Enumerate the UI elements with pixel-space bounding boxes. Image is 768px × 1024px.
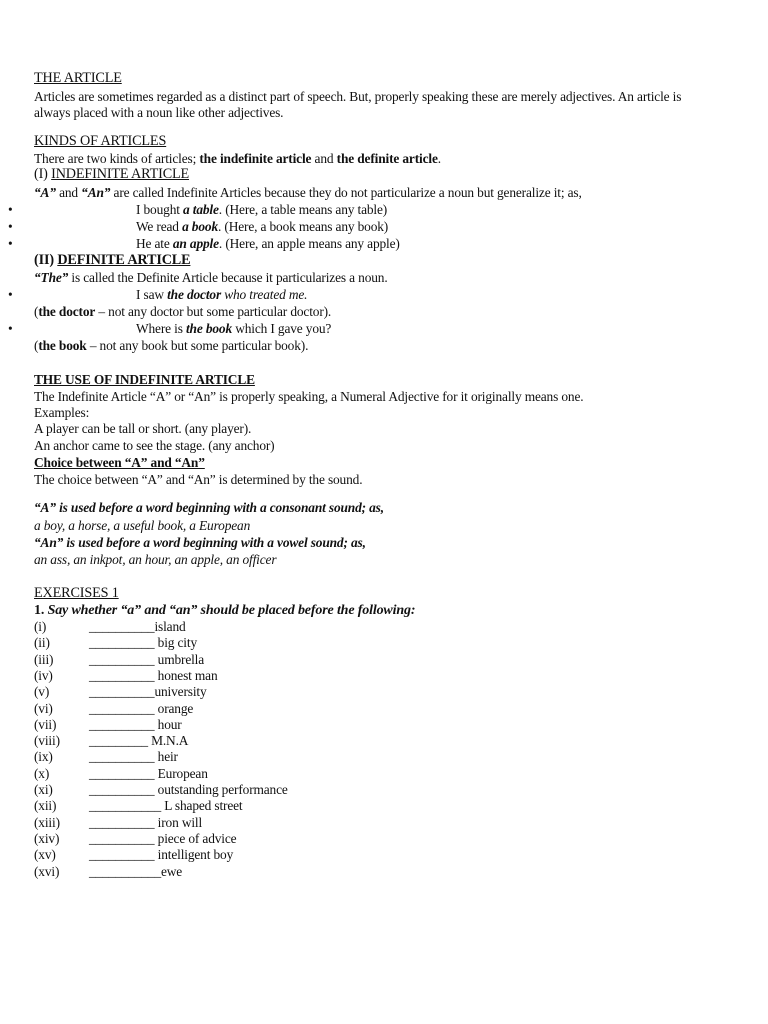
indefinite-heading: INDEFINITE ARTICLE	[51, 166, 190, 182]
use-heading: THE USE OF INDEFINITE ARTICLE	[34, 372, 255, 387]
choice-line: The choice between “A” and “An” is determined by the sound.	[34, 472, 363, 487]
exercise-item-number: (xiii)	[34, 814, 60, 830]
definite-definition	[34, 269, 388, 286]
exercise-item	[0, 733, 768, 749]
bullet-icon: •	[8, 236, 13, 251]
exercise-item-number: (xi)	[34, 782, 53, 797]
exercise-item-number: (xvi)	[34, 863, 60, 879]
definite-heading-row	[34, 252, 190, 269]
intro-line-1: Articles are sometimes regarded as a distinct part of speech. But, properly speaking these are merely adjectives. An article is	[34, 89, 682, 104]
definite-the: “The”	[34, 270, 69, 285]
exercise-item-text: __________ iron will	[89, 814, 203, 830]
exercise-item	[0, 652, 768, 668]
note-text: – not any doctor but some particular doctor).	[98, 304, 332, 319]
indefinite-a: “A”	[34, 185, 56, 200]
exercise-item-text: __________ big city	[89, 635, 197, 651]
kinds-period: .	[437, 151, 441, 166]
use-line-3: A player can be tall or short. (any player).	[34, 421, 252, 436]
exercise-item	[0, 717, 768, 733]
exercise-item-text: __________ umbrella	[89, 651, 205, 667]
definite-def-text: is called the Definite Article because it particularizes a noun.	[71, 270, 388, 285]
exercise-item	[0, 701, 768, 717]
exercise-item-text: __________ European	[89, 765, 208, 781]
exercise-item-text: _________ M.N.A	[89, 733, 189, 749]
bullet-text	[136, 320, 331, 337]
indefinite-heading-row	[34, 166, 189, 183]
bullet-pre: I bought	[136, 202, 180, 217]
exercise-item-number: (vi)	[34, 700, 53, 716]
choice-heading: Choice between “A” and “An”	[34, 455, 205, 470]
bullet-text	[136, 286, 307, 303]
exercise-item-number: (xii)	[34, 798, 57, 814]
bullet-post: . (Here, a table means any table)	[218, 202, 388, 217]
list-item	[0, 286, 768, 303]
note-emph: the doctor	[38, 304, 96, 319]
kinds-text-and: and	[314, 151, 334, 166]
exercise-item	[0, 798, 768, 814]
exercise-item-number: (ix)	[34, 749, 53, 765]
exercises-heading: EXERCISES 1	[34, 585, 119, 601]
exercise-item-number: (x)	[34, 765, 50, 781]
examples-an: an ass, an inkpot, an hour, an apple, an officer	[34, 552, 277, 567]
exercise-item	[0, 749, 768, 765]
paren: (	[34, 338, 39, 353]
bullet-icon: •	[8, 321, 13, 336]
question-number: 1.	[34, 603, 45, 618]
exercise-item	[0, 847, 768, 863]
definite-note-2	[34, 337, 308, 354]
list-item	[0, 320, 768, 337]
exercise-item-text: __________ piece of advice	[89, 830, 237, 846]
bullet-post: who treated me.	[224, 287, 308, 302]
exercise-item	[0, 635, 768, 651]
bullet-pre: I saw	[136, 287, 164, 302]
exercise-item-text: __________ honest man	[89, 667, 218, 683]
exercise-item	[0, 766, 768, 782]
list-item	[0, 218, 768, 235]
indefinite-definition	[34, 184, 582, 201]
paren: (	[34, 304, 39, 319]
bullet-text	[136, 218, 388, 235]
exercise-item-text: __________ orange	[89, 700, 194, 716]
exercise-item	[0, 619, 768, 635]
indefinite-num: (I)	[34, 166, 48, 182]
exercise-item-number: (vii)	[34, 716, 57, 732]
exercise-item	[0, 831, 768, 847]
bullet-icon: •	[8, 202, 13, 217]
bullet-icon: •	[8, 287, 13, 302]
list-item	[0, 235, 768, 252]
definite-num: (II)	[34, 252, 54, 268]
exercise-item-number: (ii)	[34, 635, 50, 651]
bullet-emph: the doctor	[167, 287, 222, 302]
exercise-item	[0, 684, 768, 700]
exercise-item	[0, 815, 768, 831]
bullet-pre: He ate	[136, 236, 170, 251]
exercise-item-number: (xv)	[34, 847, 56, 863]
exercise-item-text: __________university	[89, 684, 207, 700]
exercise-item-text: ___________ewe	[89, 863, 183, 879]
exercise-item-text: __________ intelligent boy	[89, 847, 234, 863]
kinds-indefinite: the indefinite article	[199, 151, 312, 166]
kinds-definite: the definite article	[336, 151, 438, 166]
bullet-pre: Where is	[136, 321, 183, 336]
exercise-item-number: (iii)	[34, 651, 54, 667]
exercise-item	[0, 782, 768, 798]
bullet-text	[136, 201, 387, 218]
indefinite-def-text: are called Indefinite Articles because they do not particularize a noun but generalize it; as,	[113, 185, 582, 200]
bullet-post: . (Here, an apple means any apple)	[218, 236, 400, 251]
use-line-1: The Indefinite Article “A” or “An” is properly speaking, a Numeral Adjective for it originally means one.	[34, 389, 584, 404]
indefinite-and: and	[59, 185, 78, 200]
bullet-icon: •	[8, 219, 13, 234]
exercise-item	[0, 668, 768, 684]
exercise-item-number: (v)	[34, 684, 50, 700]
indefinite-an: “An”	[81, 185, 111, 200]
note-text: – not any book but some particular book).	[89, 338, 309, 353]
exercise-item-number: (i)	[34, 619, 47, 634]
exercise-item-number: (xiv)	[34, 830, 60, 846]
exercise-item-text: __________island	[89, 619, 186, 634]
definite-note-1	[34, 303, 331, 320]
bullet-emph: a book	[182, 219, 218, 234]
exercise-item-number: (iv)	[34, 667, 53, 683]
exercise-item-text: __________ hour	[89, 716, 182, 732]
rule-an: “An” is used before a word beginning with a vowel sound; as,	[34, 535, 366, 550]
exercise-item-text: __________ outstanding performance	[89, 782, 288, 797]
use-line-4: An anchor came to see the stage. (any anchor)	[34, 438, 275, 453]
bullet-emph: an apple	[172, 236, 219, 251]
page-title: THE ARTICLE	[34, 70, 122, 86]
note-emph: the book	[38, 338, 87, 353]
exercise-item-number: (viii)	[34, 733, 60, 749]
bullet-post: which I gave you?	[235, 321, 332, 336]
bullet-emph: the book	[185, 321, 233, 336]
exercise-item-text: ___________ L shaped street	[89, 798, 243, 814]
bullet-text	[136, 235, 400, 252]
bullet-emph: a table	[183, 202, 219, 217]
exercise-item	[0, 864, 768, 880]
intro-line-2: always placed with a noun like other adjectives.	[34, 105, 284, 120]
bullet-pre: We read	[136, 219, 179, 234]
definite-heading: DEFINITE ARTICLE	[57, 252, 191, 268]
list-item	[0, 201, 768, 218]
use-line-2: Examples:	[34, 405, 90, 420]
bullet-post: . (Here, a book means any book)	[218, 219, 389, 234]
question-text: Say whether “a” and “an” should be placed before the following:	[47, 603, 416, 618]
kinds-line	[34, 150, 441, 167]
exercise-question	[34, 602, 415, 619]
examples-a: a boy, a horse, a useful book, a European	[34, 518, 251, 533]
rule-a: “A” is used before a word beginning with a consonant sound; as,	[34, 500, 384, 515]
exercise-item-text: __________ heir	[89, 749, 178, 765]
kinds-heading: KINDS OF ARTICLES	[34, 133, 167, 149]
kinds-text-a: There are two kinds of articles;	[34, 151, 197, 166]
